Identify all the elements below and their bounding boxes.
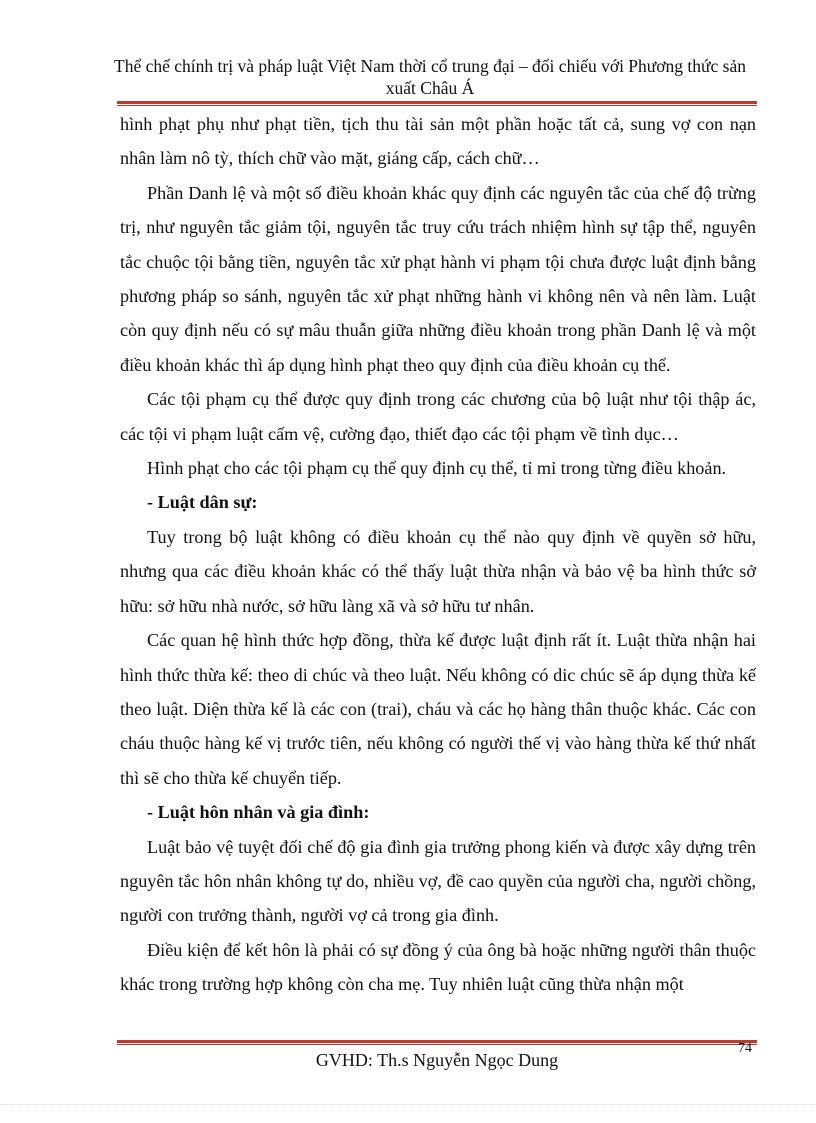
footer-supervisor: GVHD: Th.s Nguyễn Ngọc Dung (315, 1050, 559, 1070)
paragraph: Tuy trong bộ luật không có điều khoản cụ thể nào quy định về quyền sở hữu, nhưng qua các điều khoản khác có thể thấy luật thừa nhận và bảo vệ ba hình thức sở hữu: sở hữu nhà nước, sở hữu làng xã và sở hữu tư nhân. (120, 526, 756, 616)
header-divider (117, 101, 757, 106)
paragraph: Các quan hệ hình thức hợp đồng, thừa kế được luật định rất ít. Luật thừa nhận hai hình thức thừa kế: theo di chúc và theo luật. Nếu không có dic chúc sẽ áp dụng thừa kế theo luật. Diện thừa kế là các con (trai), cháu và các họ hàng thân thuộc khác. Các con cháu thuộc hàng kế vị trước tiên, nếu không có người thế vị vào hàng thừa kế thứ nhất thì sẽ cho thừa kế chuyển tiếp. (120, 630, 756, 788)
paragraph: Các tội phạm cụ thể được quy định trong các chương của bộ luật như tội thập ác, các tội vi phạm luật cấm vệ, cường đạo, thiết đạo các tội phạm về tình dục… (120, 389, 756, 444)
footer-divider (117, 1040, 757, 1045)
page-bottom-border (0, 1104, 816, 1105)
paragraph: Điều kiện để kết hôn là phải có sự đồng ý của ông bà hoặc những người thân thuộc khác trong trường hợp không còn cha mẹ. Tuy nhiên luật cũng thừa nhận một (120, 939, 756, 995)
paragraph: Phần Danh lệ và một số điều khoản khác quy định các nguyên tắc của chế độ trừng trị, như nguyên tắc giảm tội, nguyên tắc truy cứu trách nhiệm hình sự tập thể, nguyên tắc chuộc tội bằng tiền, nguyên tắc xử phạt hành vi phạm tội chưa được luật định bằng phương pháp so sánh, nguyên tắc xử phạt những hành vi không nên và nên làm. Luật còn quy định nếu có sự mâu thuẫn giữa những điều khoản trong phần Danh lệ và một điều khoản khác thì áp dụng hình phạt theo quy định của điều khoản cụ thể. (120, 182, 756, 375)
document-body (120, 107, 756, 1002)
paragraph: Luật bảo vệ tuyệt đối chế độ gia đình gia trưởng phong kiến và được xây dựng trên nguyên tắc hôn nhân không tự do, nhiều vợ, đề cao quyền của người cha, người chồng, người con trưởng thành, người vợ cả trong gia đình. (120, 836, 756, 926)
section-heading-civil-law: - Luật dân sự: (147, 492, 258, 513)
paragraph: Hình phạt cho các tội phạm cụ thể quy định cụ thể, tỉ mỉ trong từng điều khoản. (147, 458, 727, 479)
page-header-title: Thể chế chính trị và pháp luật Việt Nam thời cổ trung đại – đối chiếu với Phương thức sản xuất Châu Á (114, 56, 746, 98)
paragraph: hình phạt phụ như phạt tiền, tịch thu tài sản một phần hoặc tất cả, sung vợ con nạn nhân làm nô tỳ, thích chữ vào mặt, giáng cấp, cách chữ… (120, 114, 756, 169)
section-heading-family-law: - Luật hôn nhân và gia đình: (147, 802, 370, 823)
page-number: 74 (738, 1041, 752, 1056)
